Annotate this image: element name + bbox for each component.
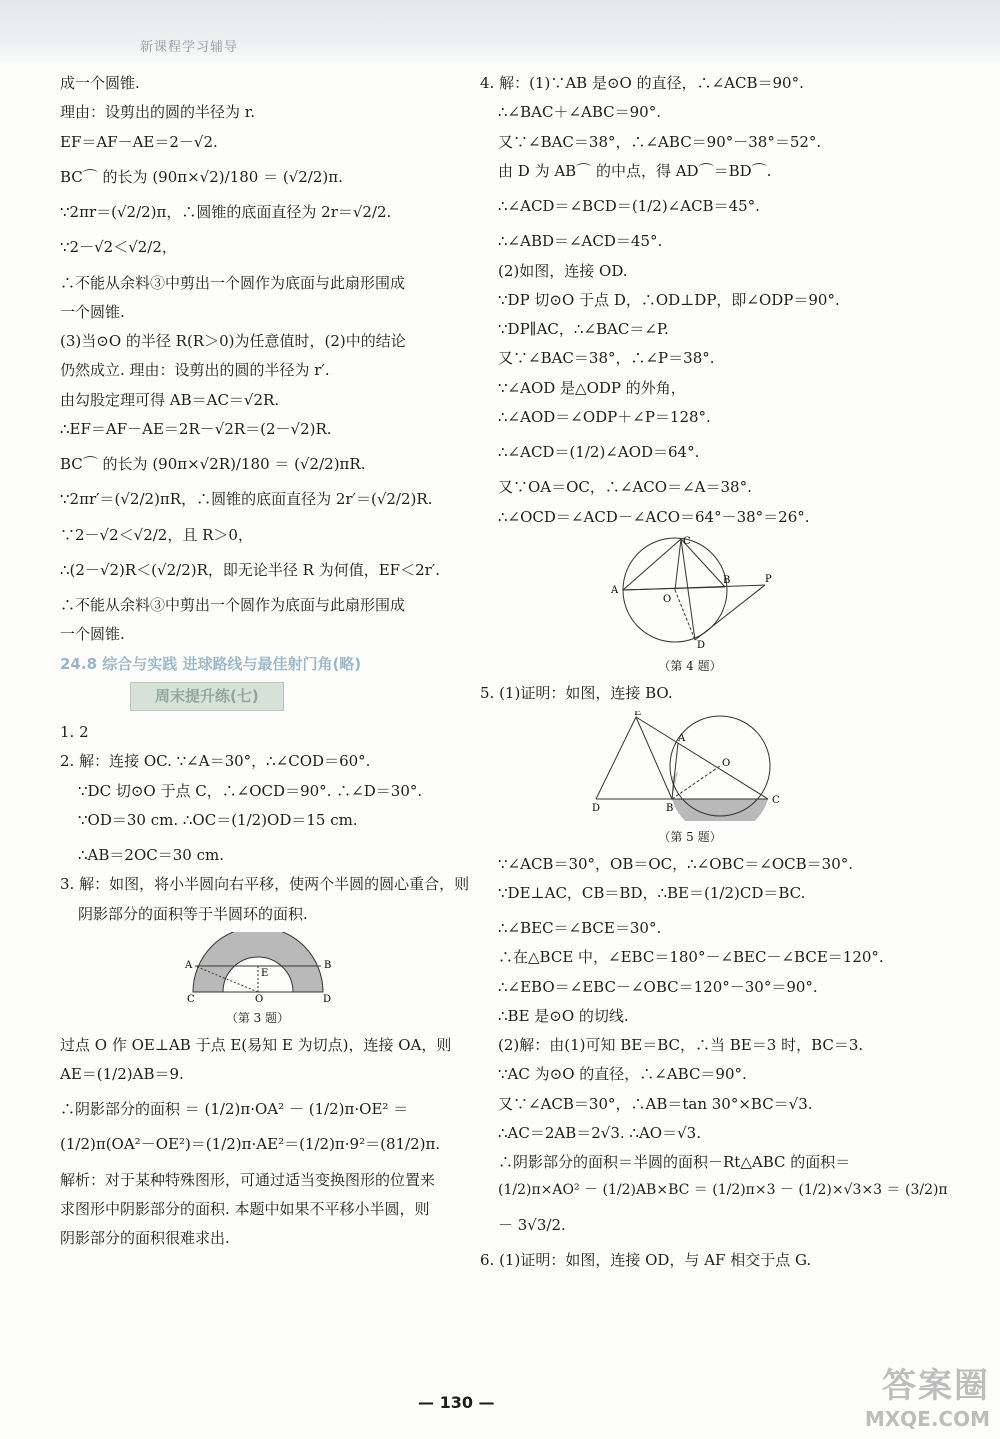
point-label: C [186,993,195,1002]
answer-q5-line: ∴阴影部分的面积＝半圆的面积－Rt△ABC 的面积＝ [498,1153,851,1172]
point-label: B [723,574,731,586]
right-column [480,72,948,1279]
answer-q5-line: ∴BE 是⊙O 的切线. [498,1006,629,1025]
semicircle-ring-diagram [183,932,333,1002]
answer-q4-line: 又∵∠BAC＝38°，∴∠P＝38°. [498,349,715,368]
section-title: 24.8 综合与实践 进球路线与最佳射门角(略) [60,654,362,673]
text-line: BC⌒ 的长为 (90π×√2)/180 ＝ (√2/2)π. [60,167,343,186]
text-line: ∴EF＝AF－AE＝2R－√2R＝(2－√2)R. [60,419,332,438]
answer-q5-line: ∵AC 为⊙O 的直径，∴∠ABC＝90°. [498,1065,747,1084]
figure-q5 [480,711,900,847]
page-number: — 130 — [418,1393,495,1412]
point-label: C [683,535,691,547]
answer-q4-line: 由 D 为 AB⌒ 的中点，得 AD⌒＝BD⌒. [498,161,772,180]
answer-q4-line: ∵∠AOD 是△ODP 的外角， [498,378,686,397]
answer-q3-line: 过点 O 作 OE⊥AB 于点 E(易知 E 为切点)，连接 OA，则 [60,1035,452,1054]
answer-q4-line: ∴∠ACD＝(1/2)∠AOD＝64°. [498,443,700,461]
text-line: BC⌒ 的长为 (90π×√2R)/180 ＝ (√2/2)πR. [60,455,366,473]
point-label: D [322,993,331,1002]
page-header [0,0,1000,62]
text-line: ∵2πr′＝(√2/2)πR，∴圆锥的底面直径为 2r′＝(√2/2)R. [60,490,433,509]
left-column [60,72,470,1256]
answer-q4-line: ∴∠OCD＝∠ACD－∠ACO＝64°－38°＝26°. [498,507,810,526]
figure-caption: （第 3 题） [225,1011,290,1025]
tangent-triangle-diagram [590,711,790,821]
point-label: A [678,732,686,744]
text-line: 仍然成立. 理由：设剪出的圆的半径为 r′. [60,361,330,380]
answer-q3-line: (1/2)π(OA²－OE²)＝(1/2)π·AE²＝(1/2)π·9²＝(81/2)π. [60,1135,441,1154]
point-label: B [666,802,674,814]
point-label: A [184,959,192,971]
text-line: ∴(2－√2)R＜(√2/2)R，即无论半径 R 为何值，EF＜2r′. [60,560,440,579]
point-label: E [260,967,268,979]
answer-q5-line: ∴∠BEC＝∠BCE＝30°. [498,919,662,938]
watermark-url: MXQE.COM [864,1407,990,1431]
text-line: ∴不能从余料③中剪出一个圆作为底面与此扇形围成 [60,273,406,292]
answer-q5-line: 又∵∠ACB＝30°，∴AB＝tan 30°×BC＝√3. [498,1094,813,1113]
answer-q4-line: ∴∠AOD＝∠ODP＋∠P＝128°. [498,407,711,426]
answer-q5-line: (2)解：由(1)可知 BE＝BC，∴当 BE＝3 时，BC＝3. [498,1036,864,1055]
answer-q2-line: ∵DC 切⊙O 于点 C，∴∠OCD＝90°. ∴∠D＝30°. [78,781,423,800]
point-label: O [254,993,263,1002]
analysis-line: 求图形中阴影部分的面积. 本题中如果不平移小半圆，则 [60,1199,430,1218]
answer-q3-line: ∴阴影部分的面积 ＝ (1/2)π·OA² － (1/2)π·OE² ＝ [60,1100,409,1119]
answer-q5-line: ∴∠EBO＝∠EBC－∠OBC＝120°－30°＝90°. [498,977,818,996]
point-label: D [592,802,601,814]
answer-q4-line: ∵DP 切⊙O 于点 D，∴OD⊥DP，即∠ODP＝90°. [498,290,840,309]
text-line: 成一个圆锥. [60,74,140,92]
point-label: D [697,639,706,650]
answer-q5-line: ∵DE⊥AC，CB＝BD，∴BE＝(1/2)CD＝BC. [498,883,806,902]
answer-q5-line: ∴AC＝2AB＝2√3. ∴AO＝√3. [498,1123,701,1142]
answer-q4-line: (2)如图，连接 OD. [498,261,628,280]
text-line: ∴不能从余料③中剪出一个圆作为底面与此扇形围成 [60,596,406,614]
answer-q4-line: ∴∠BAC＋∠ABC＝90°. [498,103,661,122]
analysis-line: 阴影部分的面积很难求出. [60,1229,230,1248]
text-line: 由勾股定理可得 AB＝AC＝√2R. [60,390,280,409]
figure-caption: （第 5 题） [658,830,722,845]
answer-q5-line: (1/2)π×AO² － (1/2)AB×BC ＝ (1/2)π×3 － (1/2)×√3×3 ＝ (3/2)π [498,1182,948,1199]
answer-q1: 1. 2 [60,723,89,741]
text-line: 一个圆锥. [60,302,125,321]
section-badge: 周末提升练(七) [130,682,284,711]
answer-q5-line: 5. (1)证明：如图，连接 BO. [480,683,673,702]
point-label: O [722,757,731,769]
answer-q4-line: ∴∠ACD＝∠BCD＝(1/2)∠ACB＝45°. [498,197,760,215]
answer-q4-line: ∵DP∥AC，∴∠BAC＝∠P. [498,320,669,338]
answer-q4-line: 4. 解：(1)∵AB 是⊙O 的直径，∴∠ACB＝90°. [480,74,804,92]
figure-caption: （第 4 题） [658,659,722,673]
point-label: B [323,959,331,971]
point-label: E [634,710,642,718]
site-watermark [865,1358,990,1431]
analysis-line: 解析：对于某种特殊图形，可通过适当变换图形的位置来 [60,1170,436,1189]
text-line: ∵2πr＝(√2/2)π，∴圆锥的底面直径为 2r＝√2/2. [60,203,392,221]
answer-q5-line: ∵∠ACB＝30°，OB＝OC，∴∠OBC＝∠OCB＝30°. [498,854,854,873]
text-line: ∵2－√2＜√2/2，且 R＞0， [60,525,253,544]
answer-q3-line: 阴影部分的面积等于半圆环的面积. [78,904,308,923]
answer-q4-line: 又∵∠BAC＝38°，∴∠ABC＝90°－38°＝52°. [498,132,822,151]
point-label: O [663,593,672,605]
answer-q5-line: － 3√3/2. [498,1216,566,1235]
point-label: P [765,573,772,585]
answer-q2-line: ∵OD＝30 cm. ∴OC＝(1/2)OD＝15 cm. [78,810,358,829]
text-line: (3)当⊙O 的半径 R(R＞0)为任意值时，(2)中的结论 [60,332,406,350]
figure-q4 [480,535,900,676]
text-line: EF＝AF－AE＝2－√2. [60,132,218,151]
point-label: A [611,584,619,596]
circle-tangent-diagram [605,535,775,650]
answer-q3-line: AE＝(1/2)AB＝9. [60,1064,184,1083]
answer-q5-line: ∴在△BCE 中，∠EBC＝180°－∠BEC－∠BCE＝120°. [498,948,884,967]
watermark-logo: 答案圈 [882,1366,990,1406]
point-label: C [772,794,780,806]
answer-q6-line: 6. (1)证明：如图，连接 OD，与 AF 相交于点 G. [480,1251,812,1270]
answer-q4-line: 又∵OA＝OC，∴∠ACO＝∠A＝38°. [498,478,752,497]
answer-q3-line: 3. 解：如图，将小半圆向右平移，使两个半圆的圆心重合，则 [60,875,470,894]
answer-q4-line: ∴∠ABD＝∠ACD＝45°. [498,232,663,251]
answer-q2-line: 2. 解：连接 OC. ∵∠A＝30°，∴∠COD＝60°. [60,752,371,771]
figure-q3 [60,932,455,1028]
text-line: 理由：设剪出的圆的半径为 r. [60,103,256,122]
text-line: 一个圆锥. [60,625,125,644]
text-line: ∵2－√2＜√2/2， [60,238,177,257]
answer-q2-line: ∴AB＝2OC＝30 cm. [78,846,224,864]
header-text: 新课程学习辅导 [140,40,239,55]
